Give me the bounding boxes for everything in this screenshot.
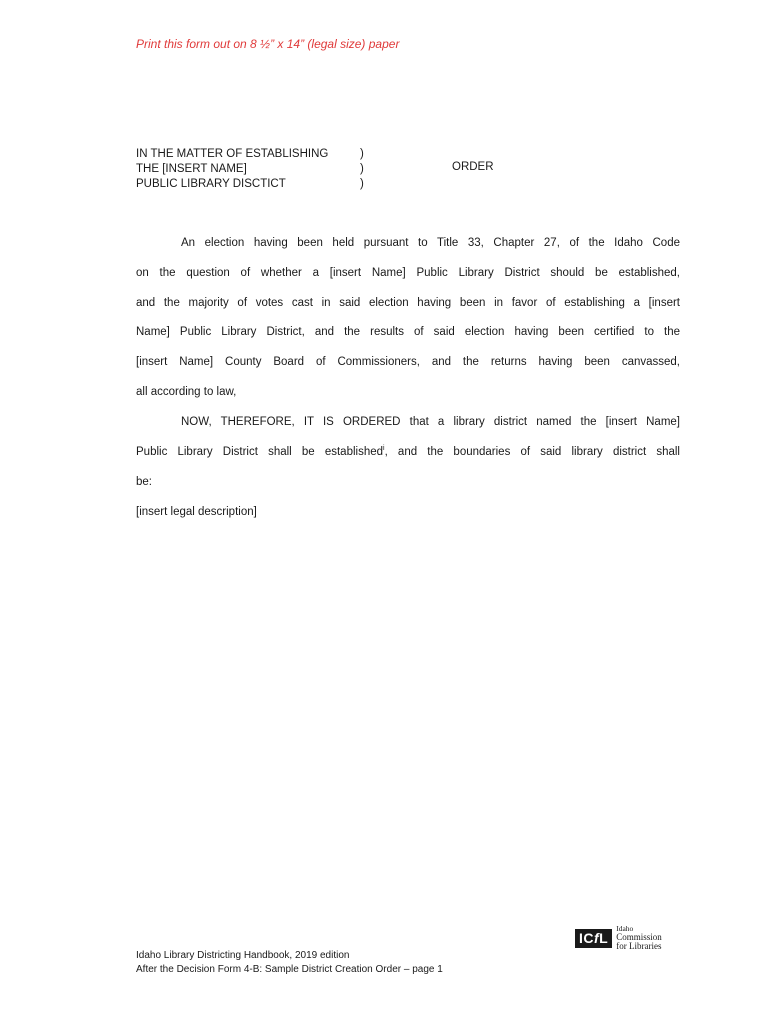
legal-description-placeholder: [insert legal description] [136, 506, 257, 518]
footer-page-line: After the Decision Form 4-B: Sample District Creation Order – page 1 [136, 964, 443, 975]
caption-paren: ) [360, 163, 364, 175]
print-instruction: Print this form out on 8 ½” x 14” (legal size) paper [136, 37, 400, 51]
paragraph-text: Public Library District shall be established [136, 446, 384, 458]
paragraph-text: , and the boundaries of said library district shall [384, 446, 680, 458]
paragraph-line: and the majority of votes cast in said election having been in favor of establishing a [insert [136, 297, 680, 309]
order-title: ORDER [452, 161, 494, 173]
footnote-marker: i [383, 445, 385, 453]
paragraph-line: [insert Name] County Board of Commissioners, and the returns having been canvassed, [136, 356, 680, 368]
paragraph-line: be: [136, 476, 152, 488]
paragraph-line: all according to law, [136, 386, 237, 398]
logo-mark: ICfL [575, 929, 612, 948]
logo-wordmark: Idaho Commission for Libraries [616, 924, 662, 951]
paragraph-line: NOW, THEREFORE, IT IS ORDERED that a library district named the [insert Name] [181, 416, 680, 428]
paragraph-line: An election having been held pursuant to Title 33, Chapter 27, of the Idaho Code [181, 237, 680, 249]
caption-line: THE [INSERT NAME] [136, 163, 247, 175]
paragraph-line: on the question of whether a [insert Name] Public Library District should be established, [136, 267, 680, 279]
icfl-logo [575, 925, 662, 951]
paragraph-line: Name] Public Library District, and the results of said election having been certified to the [136, 326, 680, 338]
caption-paren: ) [360, 178, 364, 190]
paragraph-line [136, 445, 680, 460]
caption-line: IN THE MATTER OF ESTABLISHING [136, 148, 329, 160]
caption-line: PUBLIC LIBRARY DISCTICT [136, 178, 286, 190]
footer-handbook-line: Idaho Library Districting Handbook, 2019 edition [136, 950, 350, 961]
caption-paren: ) [360, 148, 364, 160]
